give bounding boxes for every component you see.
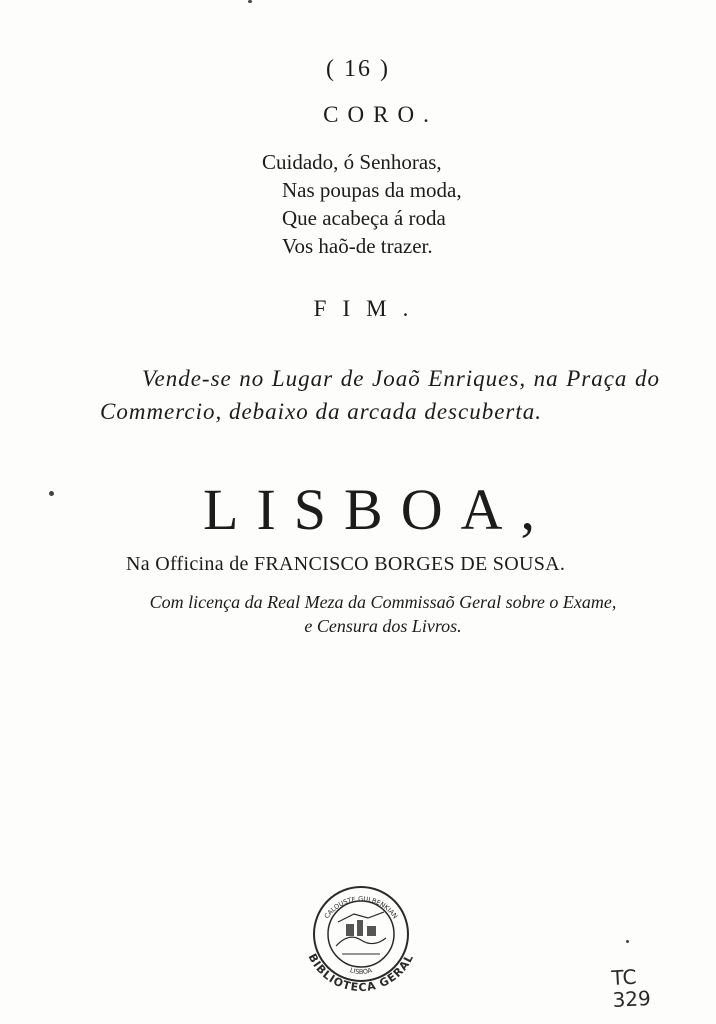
stamp-outer-text: BIBLIOTECA GERAL bbox=[305, 951, 417, 995]
page-number: ( 16 ) bbox=[326, 56, 390, 82]
ending-mark: FIM. bbox=[313, 296, 425, 321]
verse-line: Cuidado, ó Senhoras, bbox=[262, 150, 442, 174]
library-stamp bbox=[294, 874, 428, 1008]
licence-line: e Censura dos Livros. bbox=[304, 616, 462, 636]
sale-notice: Vende-se no Lugar de Joaõ Enriques, na Praça do Commercio, debaixo da arcada descuberta. bbox=[100, 366, 660, 424]
chorus-verse bbox=[262, 148, 462, 260]
stamp-inner-top-text: CALOUSTE GULBENKIAN bbox=[322, 894, 400, 921]
imprint-city: LISBOA, bbox=[203, 477, 553, 542]
verse-line: Nas poupas da moda, bbox=[282, 178, 462, 202]
licence-line: Com licença da Real Meza da Commissaõ Geral sobre o Exame, bbox=[149, 592, 617, 612]
verse-line: Vos haõ-de trazer. bbox=[282, 234, 433, 258]
ink-speck bbox=[248, 0, 252, 3]
call-number bbox=[611, 965, 651, 1011]
imprint-printer: Na Officina de FRANCISCO BORGES DE SOUSA. bbox=[126, 553, 566, 575]
imprint-licence bbox=[98, 590, 668, 638]
stamp-inner-bottom-text: LISBOA bbox=[348, 966, 374, 977]
call-number-line: 329 bbox=[611, 986, 652, 1012]
call-number-line: TC bbox=[610, 964, 638, 990]
stamp-emblem bbox=[346, 920, 376, 936]
chorus-heading: CORO. bbox=[323, 102, 438, 127]
verse-line: Que acabeça á roda bbox=[282, 206, 446, 230]
ink-speck bbox=[626, 940, 629, 943]
